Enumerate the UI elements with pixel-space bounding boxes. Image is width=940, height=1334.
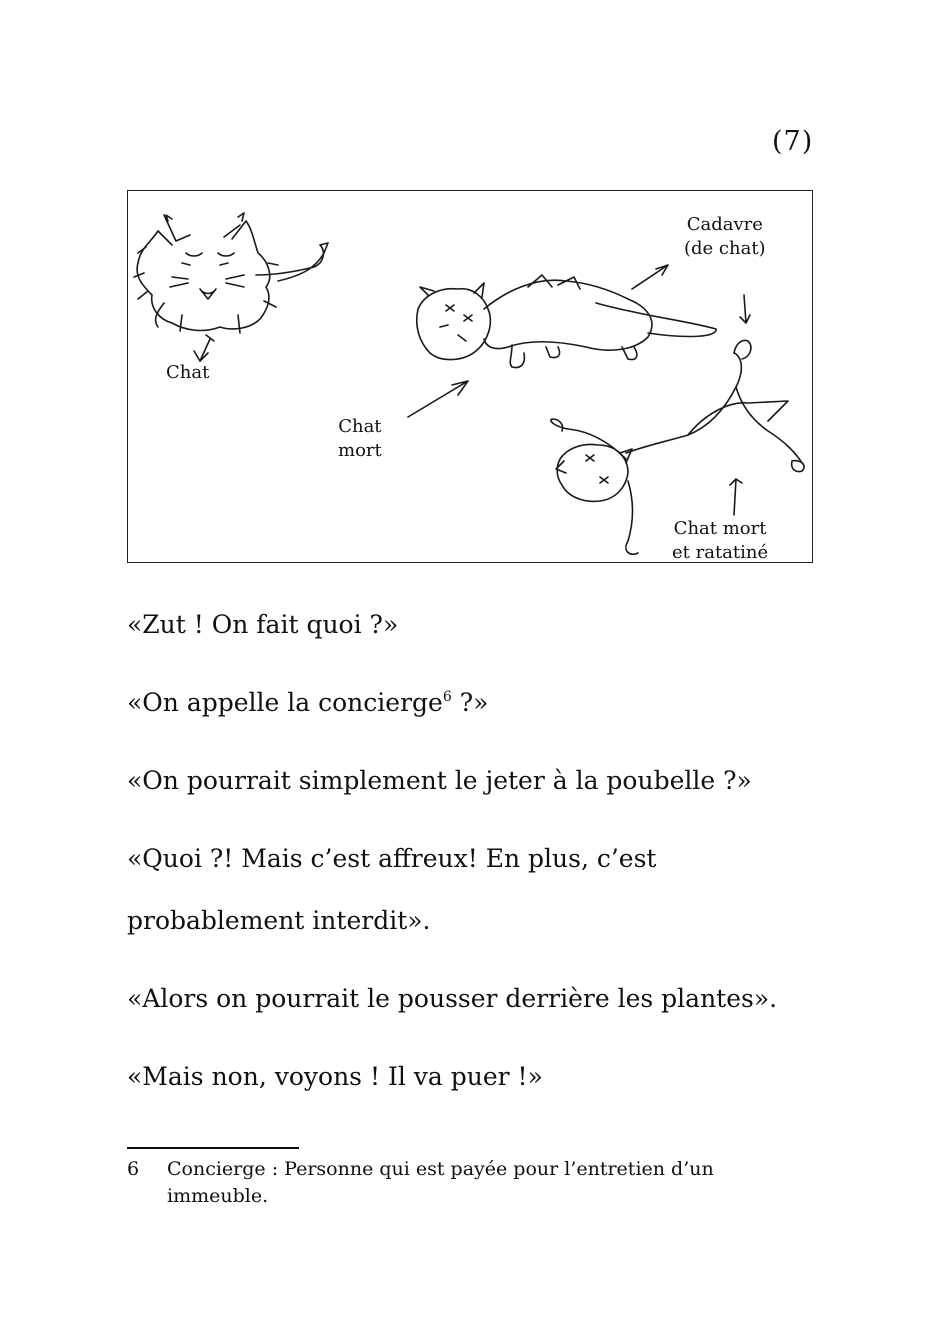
page-number: (7) (772, 126, 814, 157)
label-carcass: Cadavre (de chat) (684, 214, 766, 259)
dialogue-line-5: «Alors on pourrait le pousser derrière les plantes». (127, 984, 778, 1013)
footnote-number: 6 (127, 1158, 140, 1180)
footnote-divider (127, 1147, 299, 1149)
dialogue-line-3: «On pourrait simplement le jeter à la poubelle ?» (127, 766, 752, 795)
dialogue-line-4a: «Quoi ?! Mais c’est affreux! En plus, c’est (127, 844, 657, 873)
arrow-cat (200, 335, 214, 361)
arrow-carcass-1 (632, 265, 668, 289)
label-flattened: Chat mort et ratatiné (672, 518, 769, 563)
footnote-text: Concierge : Personne qui est payée pour l’entretien d’un immeuble. (167, 1158, 714, 1207)
dead-cat-drawing (417, 275, 716, 367)
label-dead-cat: Chat mort (338, 416, 382, 461)
dialogue-line-1: «Zut ! On fait quoi ?» (127, 610, 399, 639)
label-cat: Chat (166, 362, 210, 383)
dialogue-line-4b: probablement interdit». (127, 906, 431, 935)
fluffy-cat-drawing (134, 213, 328, 333)
footnote-ref: 6 (442, 689, 452, 705)
arrow-dead-cat (408, 381, 468, 417)
dialogue-line-6: «Mais non, voyons ! Il va puer !» (127, 1062, 543, 1091)
dialogue-line-2: «On appelle la concierge$^6$ ?» (127, 688, 489, 717)
cat-illustration (127, 190, 813, 563)
arrow-flattened (730, 479, 742, 515)
arrow-carcass-2 (740, 295, 750, 323)
